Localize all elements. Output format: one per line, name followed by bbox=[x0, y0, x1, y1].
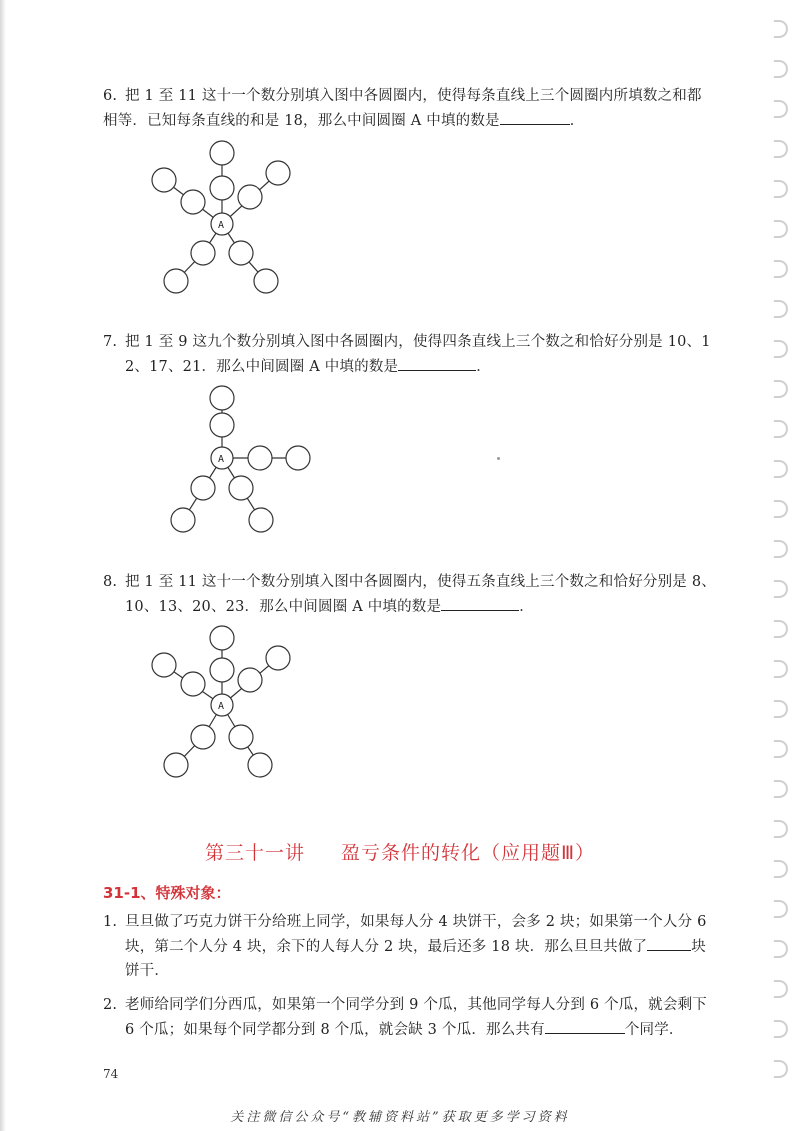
question-number: 6. bbox=[103, 88, 118, 104]
question-text: 把 1 至 9 这九个数分别填入图中各圆圈内，使得四条直线上三个数之和恰好分别是 10、1 bbox=[125, 334, 711, 350]
answer-blank[interactable] bbox=[647, 934, 691, 951]
problem-text: 老师给同学们分西瓜，如果第一个同学分到 9 个瓜，其他同学每人分到 6 个瓜，就会剩下 bbox=[125, 997, 707, 1013]
problem-text: 块，第二个人分 4 块，余下的人每人分 2 块，最后还多 18 块．那么旦旦共做了 bbox=[125, 939, 648, 955]
question-text: 10、13、20、23．那么中间圆圈 A 中填的数是 bbox=[125, 599, 442, 615]
lecture-title bbox=[0, 838, 800, 865]
answer-blank[interactable] bbox=[441, 594, 519, 611]
lecture-name: 盈亏条件的转化（应用题Ⅲ） bbox=[340, 842, 596, 864]
question-6: 6. 把 1 至 11 这十一个数分别填入图中各圆圈内，使得每条直线上三个圆圈内所填数之和都 相等．已知每条直线的和是 18，那么中间圆圈 A 中填的数是 ． bbox=[103, 84, 723, 133]
problem-2: 2. 老师给同学们分西瓜，如果第一个同学分到 9 个瓜，其他同学每人分到 6 个瓜，就会剩下 6 个瓜；如果每个同学都分到 8 个瓜，就会缺 3 个瓜．那么共有 个同学． bbox=[103, 993, 723, 1042]
figure-q8 bbox=[140, 620, 310, 790]
problem-1: 1. 旦旦做了巧克力饼干分给班上同学，如果每人分 4 块饼干，会多 2 块；如果第一个人分 6 块，第二个人分 4 块，余下的人每人分 2 块，最后还多 18 块．那么旦旦共做了 块 饼干． bbox=[103, 910, 723, 983]
question-number: 7. bbox=[103, 334, 118, 350]
problem-number: 2. bbox=[103, 997, 118, 1013]
question-text: 把 1 至 11 这十一个数分别填入图中各圆圈内，使得五条直线上三个数之和恰好分别是 8、 bbox=[125, 574, 716, 590]
footer-note: 关注微信公众号“教辅资料站”获取更多学习资料 bbox=[230, 1110, 570, 1125]
question-number: 8. bbox=[103, 574, 118, 590]
page-number: 74 bbox=[103, 1067, 119, 1081]
answer-blank[interactable] bbox=[500, 108, 570, 125]
problem-text: 饼干． bbox=[125, 963, 170, 979]
section-heading: 31-1、特殊对象： bbox=[103, 884, 231, 902]
question-8: 8. 把 1 至 11 这十一个数分别填入图中各圆圈内，使得五条直线上三个数之和恰好分别是 8、 10、13、20、23．那么中间圆圈 A 中填的数是 ． bbox=[103, 570, 723, 619]
answer-blank[interactable] bbox=[398, 354, 476, 371]
problem-text: 旦旦做了巧克力饼干分给班上同学，如果每人分 4 块饼干，会多 2 块；如果第一个人分 6 bbox=[125, 914, 707, 930]
center-label: A bbox=[218, 454, 225, 465]
stray-mark bbox=[497, 457, 500, 460]
answer-blank[interactable] bbox=[545, 1017, 625, 1034]
center-label: A bbox=[218, 701, 225, 712]
question-7: 7. 把 1 至 9 这九个数分别填入图中各圆圈内，使得四条直线上三个数之和恰好分别是 10、1 2、17、21．那么中间圆圈 A 中填的数是 ． bbox=[103, 330, 723, 379]
question-text: 把 1 至 11 这十一个数分别填入图中各圆圈内，使得每条直线上三个圆圈内所填数之和都 bbox=[125, 88, 702, 104]
question-text: 2、17、21．那么中间圆圈 A 中填的数是 bbox=[125, 359, 399, 375]
figure-q6 bbox=[140, 135, 310, 305]
figure-q7 bbox=[165, 380, 315, 540]
spiral-binding bbox=[774, 20, 796, 1100]
lecture-number: 第三十一讲 bbox=[204, 842, 305, 864]
problem-number: 1. bbox=[103, 914, 118, 930]
page-edge bbox=[0, 0, 6, 1131]
question-text: 相等．已知每条直线的和是 18，那么中间圆圈 A 中填的数是 bbox=[103, 113, 500, 129]
problem-text: 6 个瓜；如果每个同学都分到 8 个瓜，就会缺 3 个瓜．那么共有 bbox=[125, 1022, 545, 1038]
center-label: A bbox=[218, 220, 225, 231]
